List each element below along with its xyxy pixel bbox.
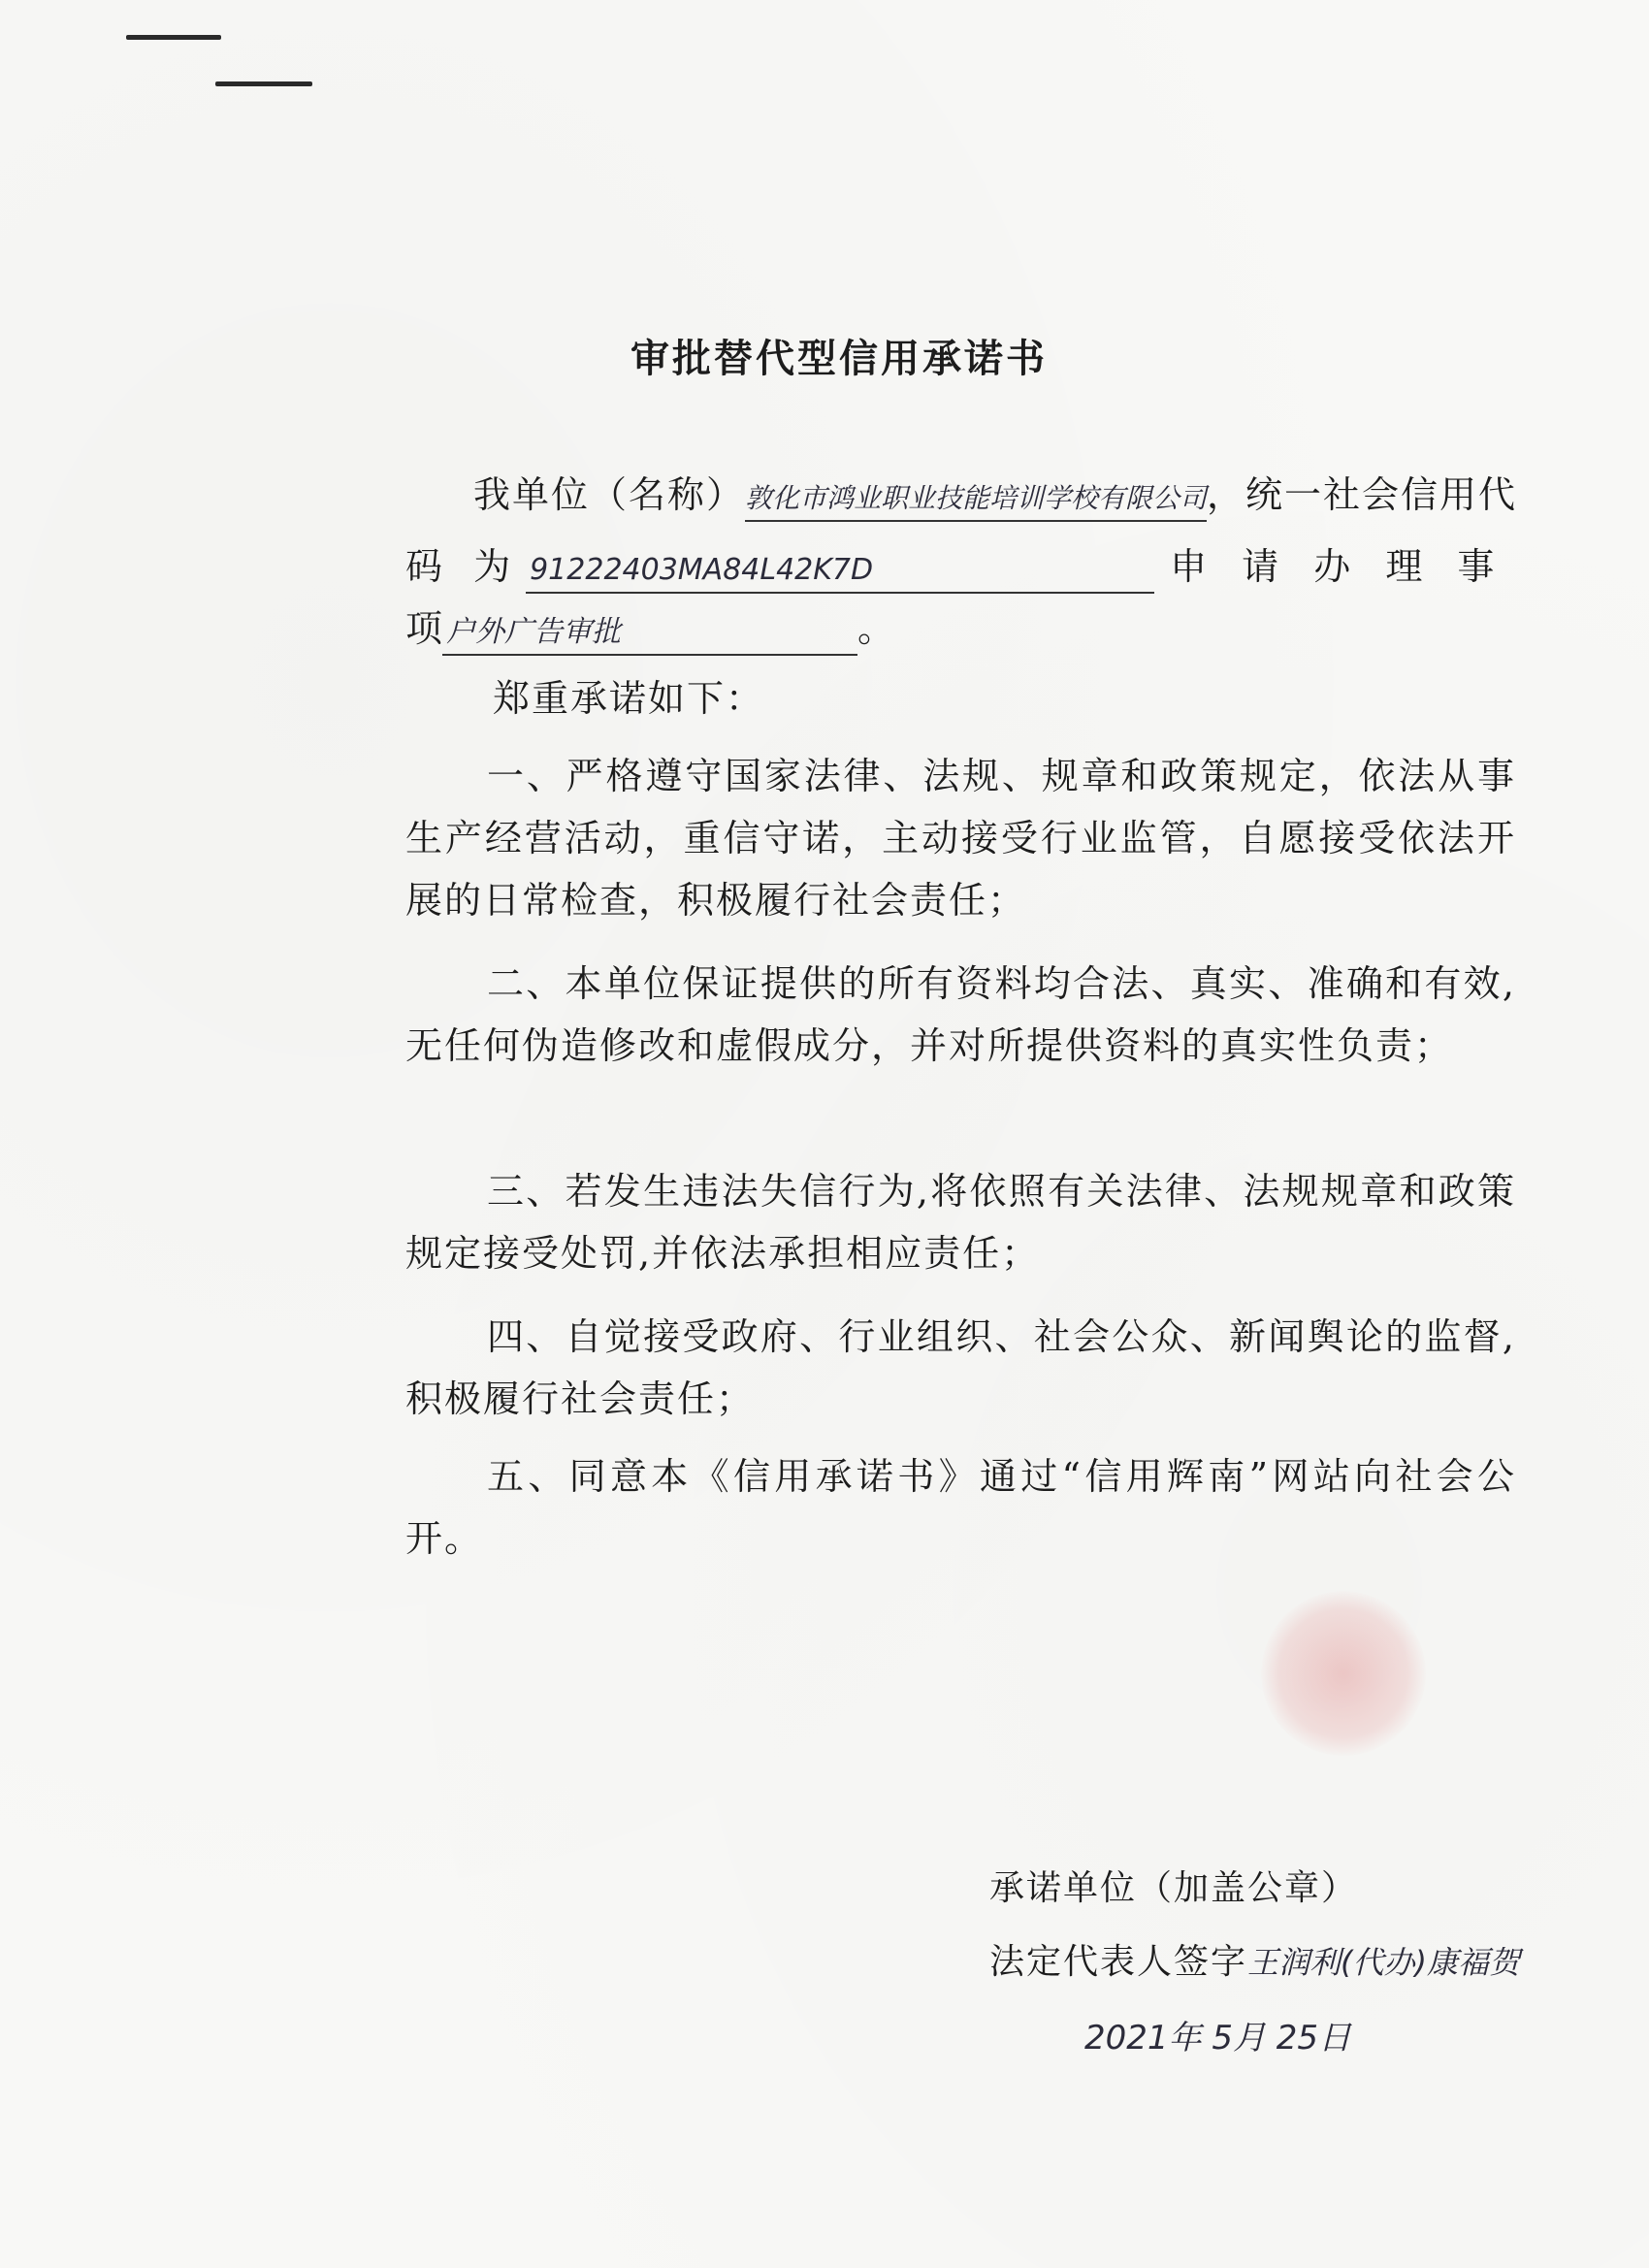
clause-4: 四、自觉接受政府、行业组织、社会公众、新闻舆论的监督,积极履行社会责任； xyxy=(405,1315,1516,1420)
document-title: 审批替代型信用承诺书 xyxy=(630,337,1048,381)
code-suffix: 申 请 办 理 事 xyxy=(1170,545,1506,588)
signature-rep-row xyxy=(989,1932,1520,1993)
signature-unit-label: 承诺单位（加盖公章） xyxy=(989,1868,1359,1908)
clause-3: 三、若发生违法失信行为,将依照有关法律、法规规章和政策规定接受处罚,并依法承担相应责任； xyxy=(405,1170,1516,1275)
item-name-field: 户外广告审批 xyxy=(442,611,857,656)
intro-line-3 xyxy=(405,598,1516,660)
company-name-field: 敦化市鸿业职业技能培训学校有限公司 xyxy=(745,477,1207,522)
code-prefix: 码 为 xyxy=(405,545,521,588)
intro-prefix: 我单位（名称） xyxy=(473,473,746,516)
intro-after-company: ，统一社会信用代 xyxy=(1207,473,1518,516)
clause-5: 五、同意本《信用承诺书》通过“信用辉南”网站向社会公开。 xyxy=(405,1455,1516,1560)
intro-line-1 xyxy=(405,464,1516,526)
scan-mark-top-left-2 xyxy=(215,81,312,86)
signature-rep-handwriting: 王润利(代办)康福贺 xyxy=(1247,1944,1520,1981)
promise-heading-text: 郑重承诺如下： xyxy=(493,677,765,720)
signature-date: 2021年 5月 25日 xyxy=(1084,2019,1352,2057)
scan-mark-top-left xyxy=(126,35,221,40)
credit-code-field: 91222403MA84L42K7D xyxy=(526,549,1154,594)
clause-2: 二、本单位保证提供的所有资料均合法、真实、准确和有效,无任何伪造修改和虚假成分，并对所提供资料的真实性负责； xyxy=(405,962,1516,1067)
item-prefix: 项 xyxy=(405,607,443,650)
intro-line-2 xyxy=(405,535,1516,598)
clause-1: 一、严格遵守国家法律、法规、规章和政策规定，依法从事生产经营活动，重信守诺，主动接受行业监管，自愿接受依法开展的日常检查，积极履行社会责任； xyxy=(405,755,1516,922)
promise-heading xyxy=(405,667,1516,729)
signature-rep-label: 法定代表人签字 xyxy=(989,1942,1248,1982)
item-suffix: 。 xyxy=(857,607,895,650)
official-seal xyxy=(1261,1591,1426,1756)
